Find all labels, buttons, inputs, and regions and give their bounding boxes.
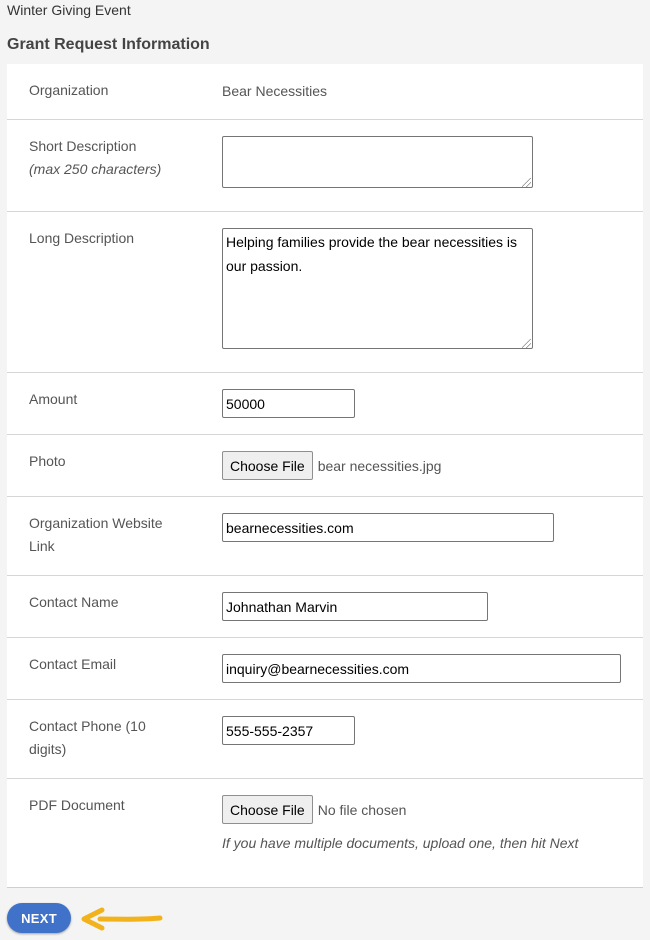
photo-label: Photo	[29, 453, 66, 469]
short-description-textarea[interactable]	[222, 136, 533, 188]
long-description-label: Long Description	[29, 230, 135, 246]
arrow-left-icon	[80, 906, 164, 932]
grant-request-form	[7, 64, 643, 888]
organization-value: Bear Necessities	[222, 83, 328, 99]
website-input[interactable]	[222, 513, 554, 542]
short-description-label	[29, 135, 199, 181]
contact-name-input[interactable]	[222, 592, 488, 621]
contact-email-label: Contact Email	[29, 656, 117, 672]
pdf-file-name: No file chosen	[317, 801, 407, 818]
pdf-file-picker	[222, 795, 406, 824]
contact-phone-label: Contact Phone (10 digits)	[29, 718, 146, 757]
photo-choose-file-button[interactable]: Choose File	[222, 451, 313, 480]
row-contact-name	[7, 576, 643, 638]
row-short-description	[7, 120, 643, 212]
pdf-upload-note: If you have multiple documents, upload one, then hit Next	[222, 835, 579, 851]
row-contact-email	[7, 638, 643, 700]
event-title: Winter Giving Event	[7, 2, 131, 18]
contact-phone-input[interactable]	[222, 716, 355, 745]
row-long-description	[7, 212, 643, 373]
pdf-choose-file-button[interactable]: Choose File	[222, 795, 313, 824]
section-heading: Grant Request Information	[7, 36, 210, 53]
amount-input[interactable]	[222, 389, 355, 418]
contact-name-label: Contact Name	[29, 594, 119, 610]
contact-email-input[interactable]	[222, 654, 621, 683]
row-organization	[7, 64, 643, 120]
website-label: Organization Website Link	[29, 515, 163, 554]
photo-file-name: bear necessities.jpg	[317, 457, 442, 474]
short-description-label-text: Short Description	[29, 138, 137, 154]
row-photo	[7, 435, 643, 497]
pdf-document-label: PDF Document	[29, 797, 125, 813]
row-amount	[7, 373, 643, 435]
row-website	[7, 497, 643, 576]
long-description-textarea[interactable]	[222, 228, 533, 349]
photo-file-picker	[222, 451, 441, 480]
row-contact-phone	[7, 700, 643, 779]
organization-label: Organization	[29, 82, 109, 98]
short-description-hint: (max 250 characters)	[29, 161, 162, 177]
row-pdf-document	[7, 779, 643, 887]
amount-label: Amount	[29, 391, 78, 407]
next-button[interactable]: NEXT	[7, 903, 71, 933]
